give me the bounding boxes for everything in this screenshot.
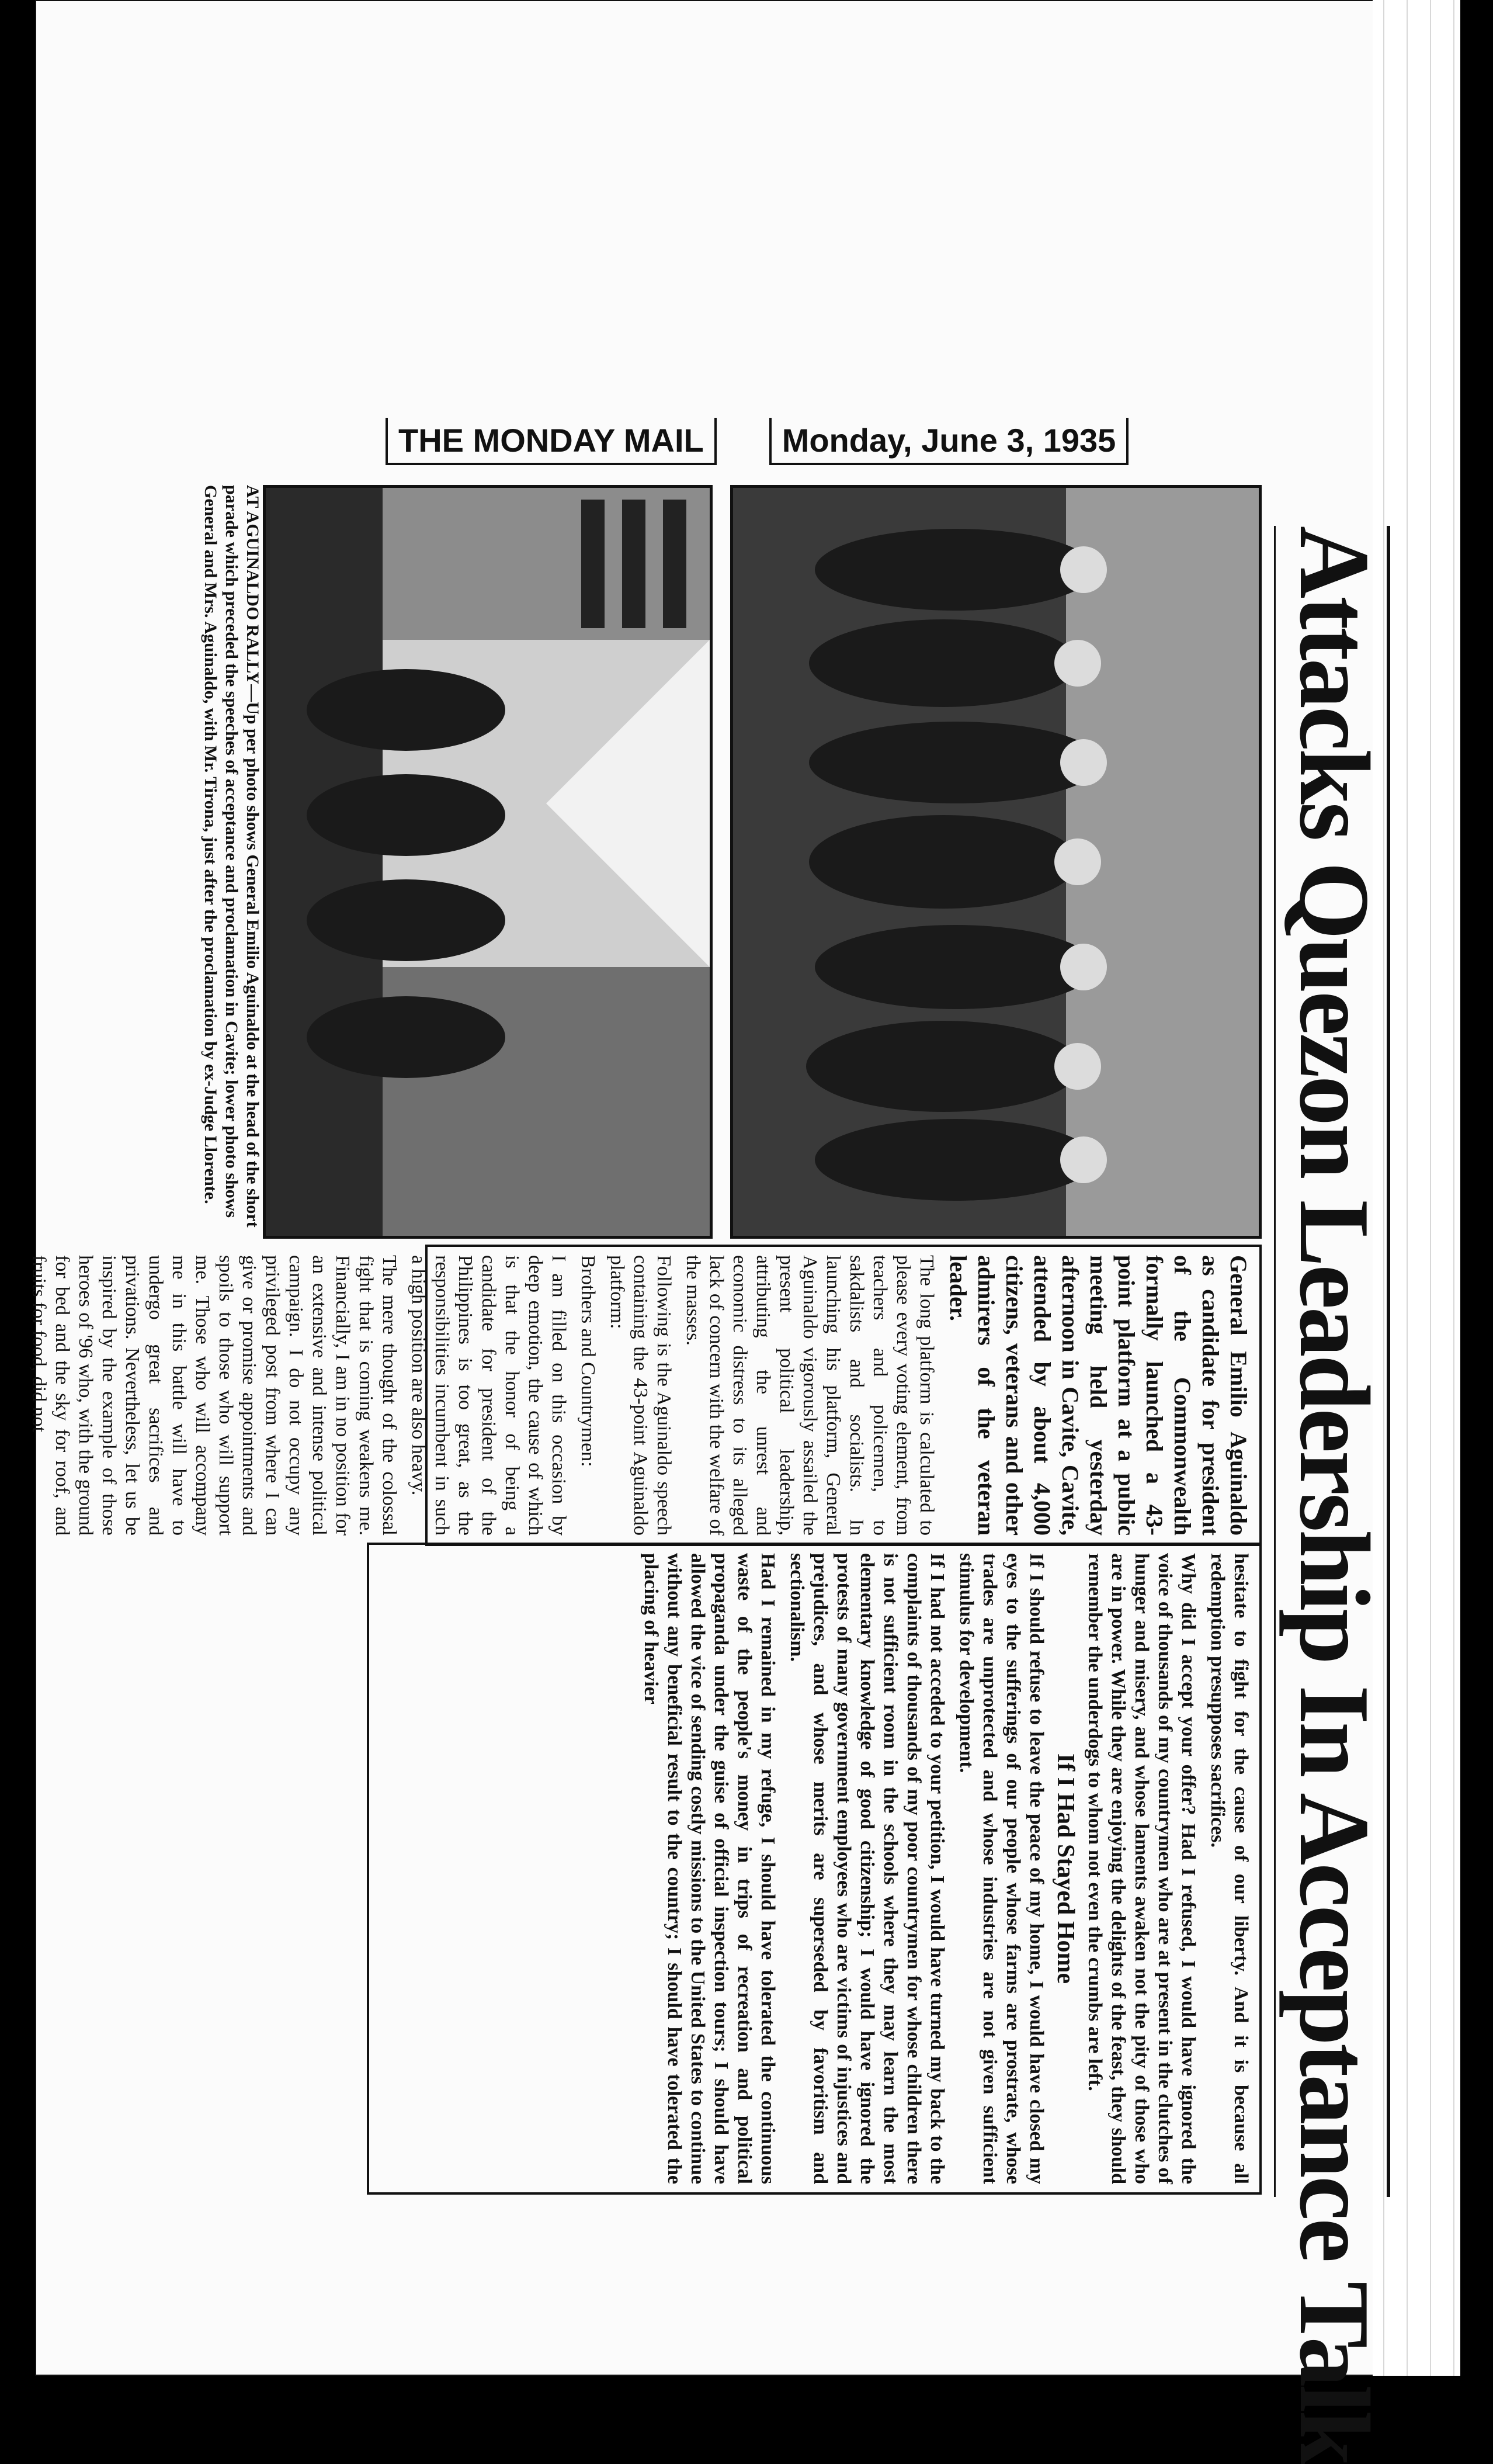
article-subhead: If I Had Stayed Home — [1052, 1753, 1079, 1984]
masthead-paper: THE MONDAY MAIL — [386, 418, 717, 465]
article-paragraph: Following is the Aguinaldo speech containing the 43-point Aguinaldo platform: — [606, 1255, 675, 1536]
article-paragraph: The long platform is calculated to please every voting element, from teachers and policemen, to sakdalists and socialists. In launching his platform, General Aguinaldo vigorously assailed the present political leadership, attributing the unrest and economic distress to its alleged lack of concern with the welfare of the masses. — [682, 1255, 938, 1536]
masthead — [386, 409, 1129, 473]
article-column-1 — [28, 1245, 1262, 1546]
article-lead: General Emilio Aguinaldo as candidate for president of the Commonwealth formally launched a 43-point platform at a public meeting held yesterday afternoon in Cavite, Cavite, attended by about 4,000 citizens, veterans and other admirers of the veteran leader. — [945, 1255, 1252, 1536]
article-paragraph: Brothers and Countrymen: — [577, 1255, 599, 1467]
article-paragraph: If I should refuse to leave the peace of my home, I would have closed my eyes to the sufferings of our people whose farms are prostrate, whose trades are unprotected and whose industries are not given sufficient stimulus for development. — [956, 1553, 1047, 2184]
photo-caption: AT AGUINALDO RALLY—Up per photo shows General Emilio Aguinaldo at the head of the short parade which preceded the speeches of acceptance and proclamation in Cavite; lower photo shows General and Mrs. Aguinaldo, with Mr. Tirona, just after the proclamation by ex-Judge Llorente. — [201, 485, 262, 1228]
lower-photo — [263, 485, 713, 1239]
newspaper-clipping — [28, 409, 1390, 2464]
article-paragraph: hesitate to fight for the cause of our liberty. And it is because all redemption presupposes sacrifices. — [1207, 1553, 1252, 2184]
article-paragraph: I am filled on this occasion by deep emotion, the cause of which is that the honor of being a candidate for president of the Philippines is too great, as the responsibilities incumbent in such a high position are also heavy. — [408, 1255, 570, 1536]
rotated-article — [28, 485, 1390, 2464]
upper-photo — [730, 485, 1262, 1239]
article-paragraph: If I had not acceded to your petition, I would have turned my back to the complaints of thousands of my poor countrymen for whose children there is not sufficient room in the schools where they may learn the most elementary knowledge of good citizenship; I would have ignored the protests of many government employees who are victims of injustices and prejudices, and whose merits are superseded by favoritism and sectionalism. — [786, 1553, 948, 2184]
article-paragraph: Why did I accept your offer? Had I refused, I would have ignored the voice of thousands of my countrymen who are at present in the clutches of hunger and misery, and whose laments awaken not the pity of those who are in power. While they are enjoying the delights of the feast, they should remember the underdogs to whom not even the crumbs are left. — [1084, 1553, 1199, 2184]
masthead-date: Monday, June 3, 1935 — [769, 418, 1129, 465]
photo-panel — [201, 485, 1262, 1233]
article-paragraph: The mere thought of the colossal fight that is coming weakens me. Financially, I am in no position for an extensive and intense political campaign. I do not occupy any privileged post from where I can give or promise appointments and spoils to those who will support me. Those who will accompany me in this battle will have to undergo great sacrifices and privations. Nevertheless, let us be inspired by the example of those heroes of '96 who, with the ground for bed and the sky for roof, and fruits for food, did not — [28, 1255, 400, 1536]
article-column-2 — [367, 1543, 1262, 2195]
scanned-page — [28, 0, 1460, 2464]
headline: Attacks Quezon Leadership In Acceptance Talk — [1274, 526, 1390, 2197]
article-paragraph: Had I remained in my refuge, I should have tolerated the continuous waste of the people's money in trips of recreation and political propaganda under the guise of official inspection tours; I should have allowed the vice of sending costly missions to the United States to continue without any beneficial result to the country; I should have tolerated the placing of heavier — [640, 1553, 779, 2184]
